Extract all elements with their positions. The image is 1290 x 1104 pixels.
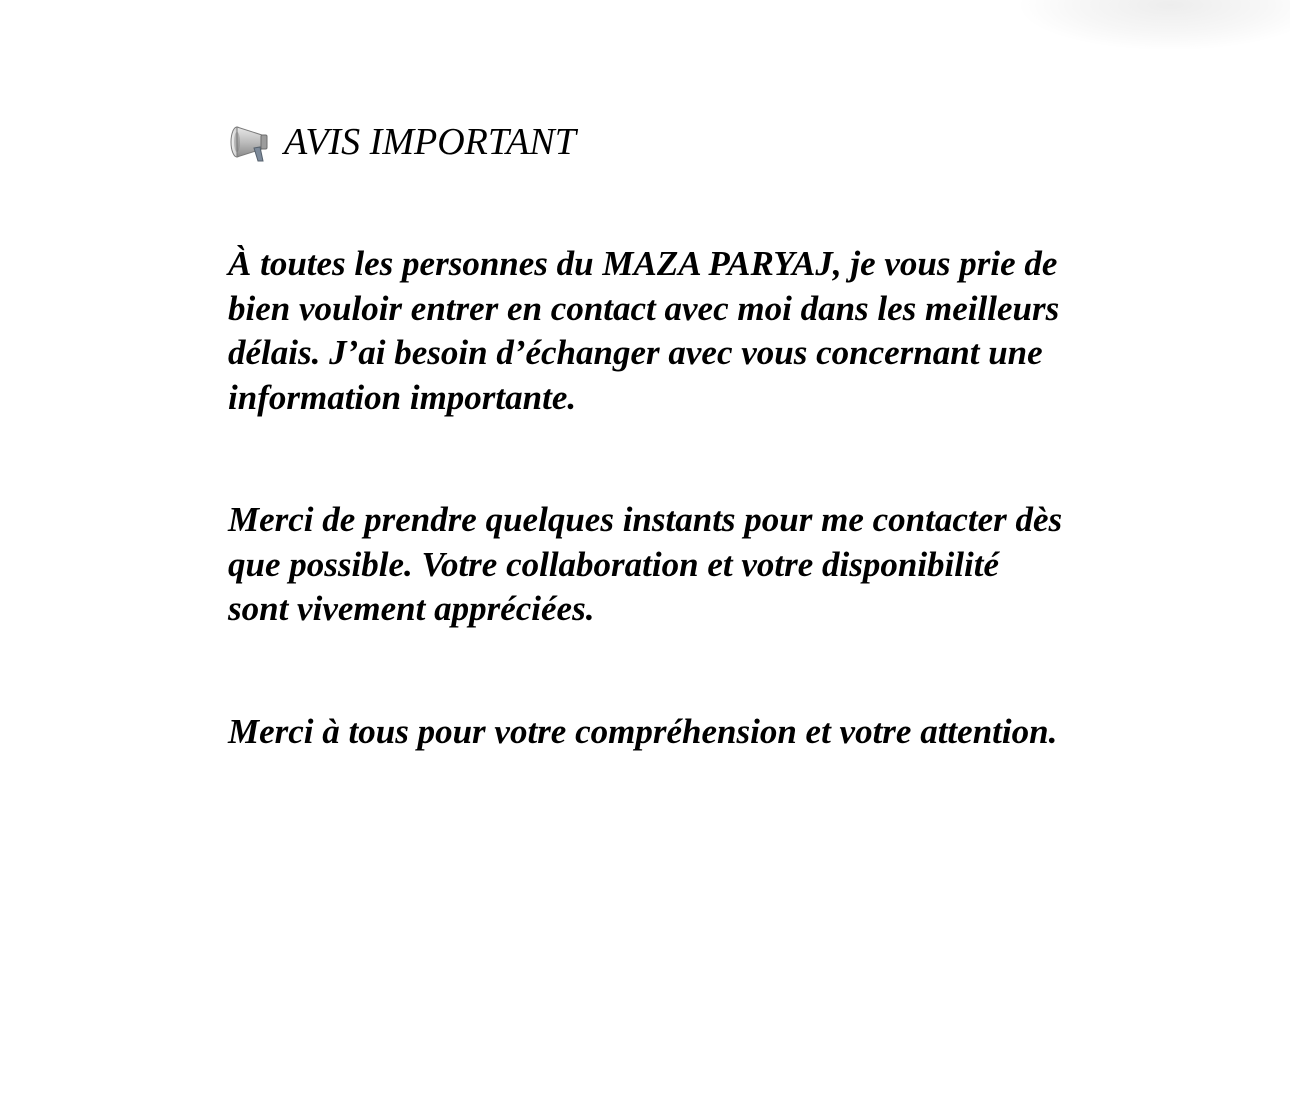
notice-document	[228, 118, 1158, 754]
notice-paragraph-3: Merci à tous pour votre compréhension et votre attention.	[228, 711, 1058, 751]
notice-paragraph-2: Merci de prendre quelques instants pour me contacter dès que possible. Votre collaboration et votre disponibilité sont vivement appréciées.	[228, 500, 1063, 628]
notice-header	[228, 118, 1158, 166]
notice-title: AVIS IMPORTANT	[284, 121, 576, 163]
corner-shadow	[1020, 0, 1290, 50]
megaphone-icon	[228, 120, 272, 164]
notice-paragraph-1: À toutes les personnes du MAZA PARYAJ, je vous prie de bien vouloir entrer en contact avec moi dans les meilleurs délais. J’ai besoin d’échanger avec vous concernant une information importante.	[228, 244, 1060, 417]
